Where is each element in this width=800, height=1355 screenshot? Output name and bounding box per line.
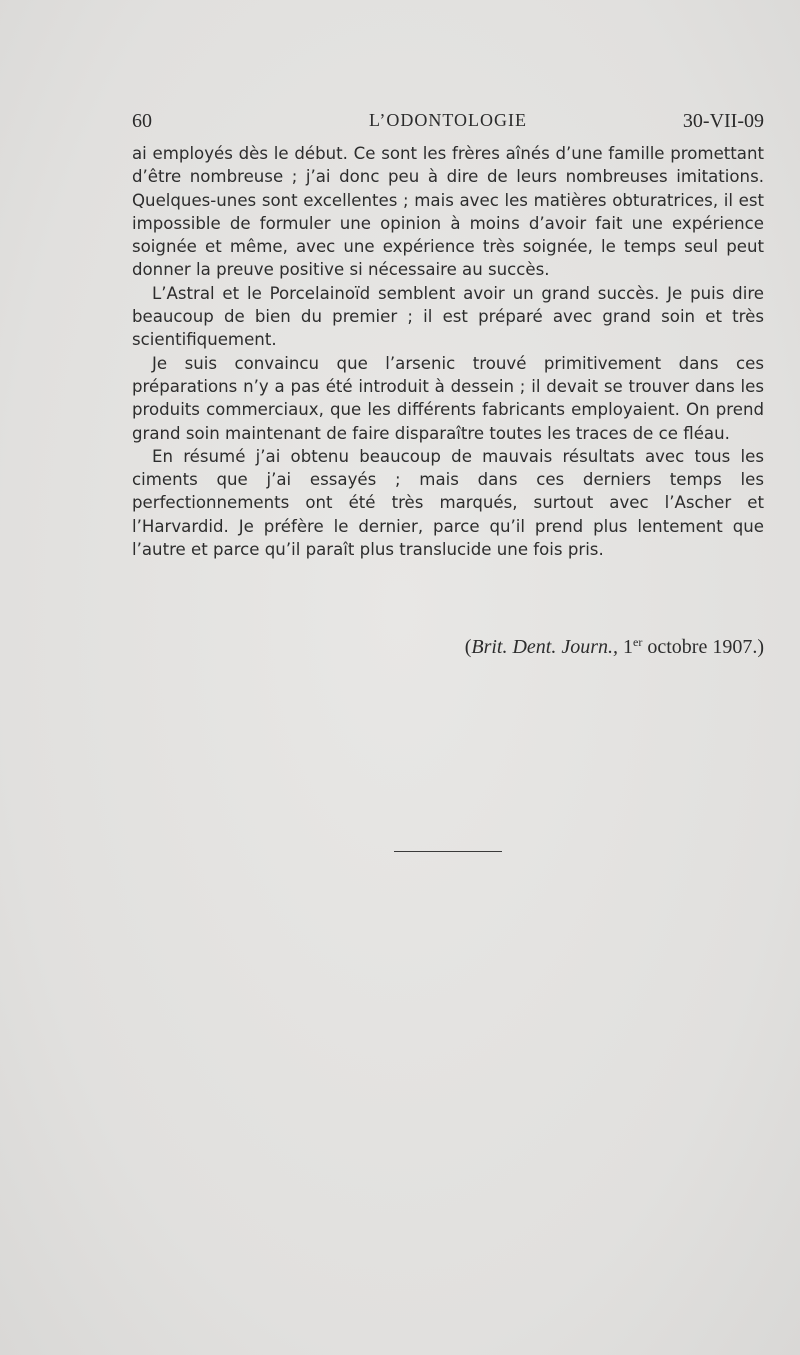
citation-source: Brit. Dent. Journ., bbox=[471, 636, 619, 658]
paragraph-2: L’Astral et le Porcelainoïd semblent avoir un grand succès. Je puis dire beaucoup de bien du premier ; il est préparé avec grand soin et très scientifiquement. bbox=[132, 283, 764, 350]
citation-date: octobre 1907. bbox=[647, 636, 758, 658]
section-divider bbox=[394, 851, 502, 852]
citation-day-suffix: er bbox=[633, 635, 643, 649]
citation-open-paren: ( bbox=[464, 636, 472, 658]
citation-day: 1 bbox=[623, 636, 634, 658]
citation-close-paren: ) bbox=[757, 636, 764, 658]
paragraph-3: Je suis convaincu que l’arsenic trouvé primitivement dans ces préparations n’y a pas été introduit à dessein ; il devait se trouver dans les produits commerciaux, que les différents fabricants employaient. On prend grand soin maintenant de faire disparaître toutes les traces de ce fléau. bbox=[132, 353, 764, 443]
running-header bbox=[132, 110, 764, 136]
page-number: 60 bbox=[132, 110, 152, 132]
journal-title: L’ODONTOLOGIE bbox=[369, 110, 527, 130]
paragraph-1: ai employés dès le début. Ce sont les frères aînés d’une famille promettant d’être nombreuse ; j’ai donc peu à dire de leurs nombreuses imitations. Quelques-unes sont excellentes ; mais avec les matières obturatrices, il est impossible de formuler une opinion à moins d’avoir fait une expérience soignée et même, avec une expérience très soignée, le temps seul peut donner la preuve positive si nécessaire au succès. bbox=[132, 144, 764, 280]
citation bbox=[132, 635, 764, 659]
article-body bbox=[132, 142, 764, 561]
issue-date: 30-VII-09 bbox=[682, 110, 764, 132]
paragraph-4: En résumé j’ai obtenu beaucoup de mauvais résultats avec tous les ciments que j’ai essayés ; mais dans ces derniers temps les perfectionnements ont été très marqués, surtout avec l’Ascher et l’Harvardid. Je préfère le dernier, parce qu’il prend plus lentement que l’autre et parce qu’il paraît plus translucide une fois pris. bbox=[132, 446, 764, 560]
